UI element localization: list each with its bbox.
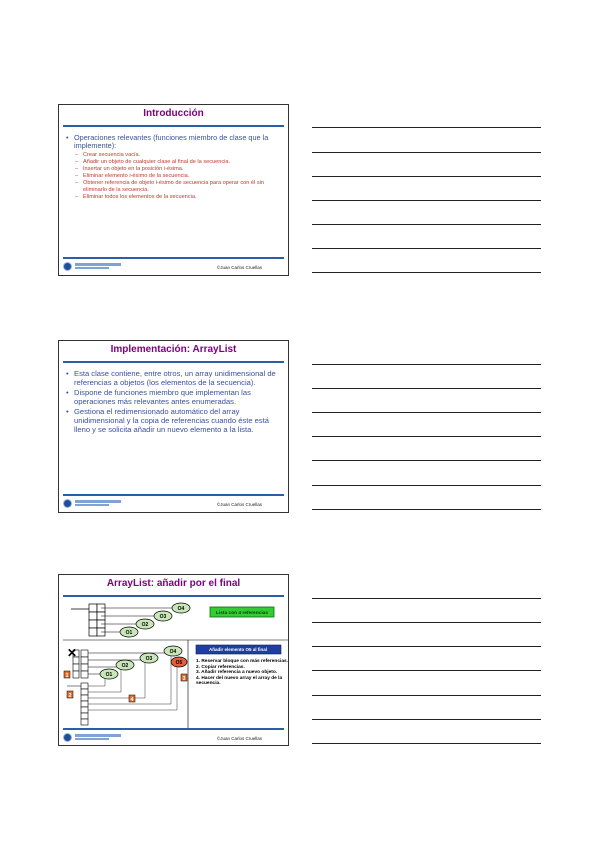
sub-bullet-item: – Crear secuencia vacía. — [74, 152, 282, 158]
bullet-item: • Gestiona el redimensionado automático del array unidimensional y la copia de referencias cuando éste está lleno y se solicita añadir un nuevo elemento a la lista. — [65, 407, 282, 434]
title-rule — [63, 595, 284, 597]
note-line — [312, 224, 541, 225]
step-item: 1. Reservar bloque con más referencias. — [196, 659, 288, 664]
slide-title: Introducción — [143, 108, 204, 119]
note-line — [312, 364, 541, 365]
blue-label: Añadir elemento O5 al final — [208, 647, 268, 652]
object-label: O3 — [159, 614, 167, 620]
bullet-list — [65, 134, 282, 201]
note-line — [312, 485, 541, 486]
sub-bullet-item: – Añadir un objeto de cualquier clase al final de la secuencia. — [74, 159, 282, 165]
note-line — [312, 176, 541, 177]
bullet-list — [65, 369, 282, 435]
note-line — [312, 200, 541, 201]
steps-list — [196, 659, 288, 687]
slide-title: ArrayList: añadir por el final — [106, 578, 241, 589]
note-line — [312, 670, 541, 671]
title-rule — [63, 361, 284, 363]
step-item: 4. Hacer del nuevo array el array de la secuencia. — [196, 675, 283, 687]
sub-bullet-list — [74, 152, 282, 201]
marker-label: 2 — [68, 693, 72, 699]
bullet-text: Operaciones relevantes (funciones miembro de clase que la implemente): — [74, 133, 269, 151]
sub-bullet-item: – Eliminar elemento i-ésimo de la secuencia. — [74, 173, 282, 179]
university-logo — [63, 499, 123, 509]
green-label: Lista con 4 referencias — [216, 611, 268, 616]
note-line — [312, 695, 541, 696]
title-rule — [63, 125, 284, 127]
step-item: 2. Copiar referencias. — [196, 664, 245, 670]
copyright: ©Juan Carlos Cruellas — [216, 736, 262, 741]
object-label: O3 — [145, 656, 153, 662]
object-label: O2 — [141, 622, 149, 628]
sub-bullet-item: – Obtener referencia de objeto i-ésimo de secuencia para operar con él sin eliminarlo de la secuencia. — [74, 180, 282, 193]
slide-arraylist-anadir — [58, 574, 289, 746]
object-label: O4 — [177, 606, 185, 612]
marker-label: 1 — [65, 673, 69, 679]
note-line — [312, 743, 541, 744]
bullet-item: • Dispone de funciones miembro que implementan las operaciones más relevantes antes enumeradas. — [65, 388, 282, 406]
marker-label: 3 — [182, 676, 186, 682]
marker-label: 4 — [130, 697, 134, 703]
sub-bullet-item: – Insertar un objeto en la posición i-ésima. — [74, 166, 282, 172]
note-line — [312, 412, 541, 413]
object-label: O4 — [169, 649, 177, 655]
footer-rule — [63, 494, 284, 496]
note-line — [312, 436, 541, 437]
slide-title: Implementación: ArrayList — [110, 344, 237, 355]
note-line — [312, 248, 541, 249]
slide-introduccion — [58, 104, 289, 276]
bottom-objects — [100, 646, 187, 679]
bullet-item: • Esta clase contiene, entre otros, un array unidimensional de referencias a objetos (los elementos de la secuencia). — [65, 369, 282, 387]
footer-rule — [63, 257, 284, 259]
object-label: O1 — [105, 672, 113, 678]
slide-implementacion — [58, 340, 289, 513]
step-item: 3. Añadir referencia a nuevo objeto. — [196, 670, 278, 676]
note-line — [312, 152, 541, 153]
note-line — [312, 622, 541, 623]
note-line — [312, 719, 541, 720]
object-label: O1 — [125, 630, 133, 636]
note-line — [312, 127, 541, 128]
bullet-item — [65, 134, 282, 200]
note-line — [312, 388, 541, 389]
university-logo — [63, 262, 123, 272]
note-line — [312, 646, 541, 647]
note-line — [312, 598, 541, 599]
footer-rule — [63, 728, 284, 730]
copyright: ©Juan Carlos Cruellas — [216, 265, 262, 270]
note-line — [312, 272, 541, 273]
note-line — [312, 460, 541, 461]
object-label: O2 — [121, 663, 129, 669]
note-line — [312, 509, 541, 510]
university-logo — [63, 733, 123, 743]
copyright: ©Juan Carlos Cruellas — [216, 502, 262, 507]
sub-bullet-item: – Eliminar todos los elementos de la secuencia. — [74, 194, 282, 200]
cross-icon: ✕ — [67, 646, 78, 660]
object-label: O5 — [175, 660, 183, 666]
